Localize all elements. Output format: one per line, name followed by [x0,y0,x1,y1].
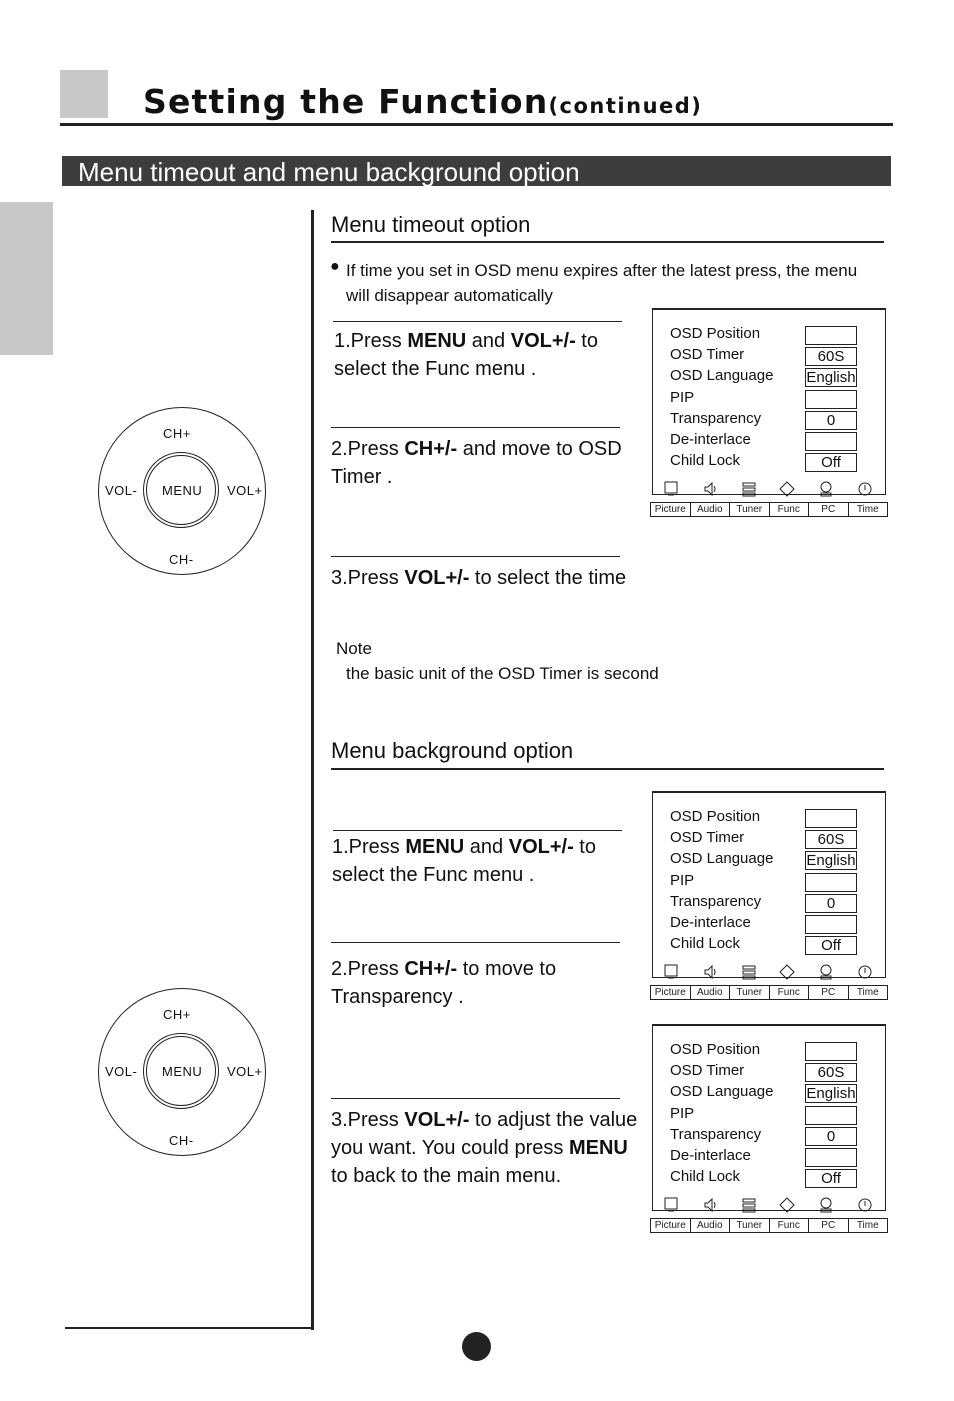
step-rule [331,1098,620,1099]
osd-row-label: De-interlace [670,431,751,448]
osd-row-value: Off [805,936,857,955]
bullet-dot: ● [330,258,340,275]
ch-down-label: CH- [169,1133,194,1148]
background-step-1: 1.Press MENU and VOL+/- to select the Func menu . [332,836,596,886]
time-icon [845,963,884,985]
page-title-continued: (continued) [548,94,703,118]
step-rule [331,942,620,943]
pc-icon [807,1196,846,1218]
section-bar [62,156,891,186]
osd-tab: Func [770,1219,810,1232]
osd-row-value [805,432,857,451]
osd-row-value [805,873,857,892]
osd-row-value: 60S [805,1063,857,1082]
ch-up-label: CH+ [163,1007,191,1022]
osd-tab: Time [856,987,879,998]
func-icon [768,1196,807,1218]
remote-dial [98,988,266,1156]
page-title: Setting the Function(continued) [143,82,703,121]
osd-screen [650,791,888,1003]
note-text: the basic unit of the OSD Timer is second [346,664,659,683]
osd-row-value: English [806,1085,856,1103]
osd-row-label: OSD Position [670,1041,761,1058]
osd-tab: Picture [651,503,691,516]
osd-row-value: 60S [805,347,857,366]
bottom-rule [65,1327,314,1329]
osd-row-value [805,326,857,345]
osd-screen [650,1024,888,1236]
step-rule [331,427,620,428]
pc-icon [807,963,846,985]
step-rule [331,556,620,557]
header-rule [60,123,893,126]
osd-row-label: De-interlace [670,1147,751,1164]
timeout-step-3: 3.Press VOL+/- to select the time [331,567,627,589]
time-icon [845,1196,884,1218]
osd-tab: PC [809,1219,849,1232]
osd-tab: Audio [691,1219,731,1232]
osd-row-value: 0 [805,1127,857,1146]
osd-icon-strip [652,963,884,985]
osd-row-label: PIP [670,871,695,889]
timeout-step-2: 2.Press CH+/- and move to OSD Timer . [331,438,622,488]
osd-row-label: OSD Language [670,367,774,385]
picture-icon [652,480,691,502]
osd-row-value [805,390,857,409]
vol-up-label: VOL+ [227,483,263,498]
osd-row-label: PIP [670,388,695,406]
vol-up-label: VOL+ [227,1064,263,1079]
note-label: Note [336,639,372,658]
osd-row-label: Transparency [670,409,762,427]
osd-row-label: OSD Position [670,808,761,825]
osd-row-value: Off [805,453,857,472]
timeout-title: Menu timeout option [331,212,531,237]
timeout-title-rule [331,241,884,243]
osd-row-value [805,1042,857,1061]
step-rule [333,321,622,322]
section-title: Menu timeout and menu background option [78,157,580,187]
osd-row-label: Transparency [670,892,762,910]
ch-down-label: CH- [169,552,194,567]
osd-tab-bar [650,502,888,517]
osd-tab: PC [809,503,849,516]
tuner-icon [729,1196,768,1218]
tuner-icon [729,963,768,985]
osd-tab: Tuner [730,1219,770,1232]
osd-icon-strip [652,480,884,502]
audio-icon [691,963,730,985]
step-rule [333,830,622,831]
osd-row-label: PIP [670,1104,695,1122]
timeout-bullet-text: If time you set in OSD menu expires after the latest press, the menu will disappear automatically [346,261,858,305]
osd-tab: Picture [651,1219,691,1232]
background-title-rule [331,768,884,770]
time-icon [845,480,884,502]
vol-down-label: VOL- [105,483,138,498]
osd-tab: Tuner [730,503,770,516]
osd-tab: Func [770,986,810,999]
osd-tab-bar [650,985,888,1000]
picture-icon [652,1196,691,1218]
osd-tab: Tuner [730,986,770,999]
header-square [60,70,108,118]
osd-row-value: 0 [805,411,857,430]
osd-row-label: Child Lock [670,1168,741,1186]
osd-row-value: 0 [805,894,857,913]
pc-icon [807,480,846,502]
remote-dial [98,407,266,575]
menu-label: MENU [162,483,203,498]
osd-row-value: English [806,852,856,870]
background-step-3: 3.Press VOL+/- to adjust the value you want. You could press MENU to back to the main menu. [331,1109,638,1187]
func-icon [768,963,807,985]
osd-row-label: OSD Timer [670,829,745,847]
osd-icon-strip [652,1196,884,1218]
osd-row-value: 60S [805,830,857,849]
page-number-dot [462,1332,491,1361]
picture-icon [652,963,691,985]
osd-tab: Time [856,1220,879,1231]
osd-row-label: Child Lock [670,935,741,953]
timeout-step-1: 1.Press MENU and VOL+/- to select the Func menu . [334,330,598,380]
side-tab [0,202,53,355]
audio-icon [691,1196,730,1218]
osd-row-value: English [806,369,856,387]
background-title: Menu background option [331,738,574,763]
osd-tab: Time [856,504,879,515]
osd-tab: PC [809,986,849,999]
menu-label: MENU [162,1064,203,1079]
osd-screen [650,308,888,520]
osd-row-label: De-interlace [670,914,751,931]
osd-row-value [805,915,857,934]
osd-row-label: OSD Timer [670,1062,745,1080]
audio-icon [691,480,730,502]
background-step-2: 2.Press CH+/- to move to Transparency . [331,958,557,1008]
osd-row-value: Off [805,1169,857,1188]
osd-row-label: OSD Language [670,1083,774,1101]
osd-row-value [805,809,857,828]
osd-tab: Picture [651,986,691,999]
osd-row-label: OSD Position [670,325,761,342]
osd-row-label: Child Lock [670,452,741,470]
osd-tab-bar [650,1218,888,1233]
osd-tab: Audio [691,986,731,999]
osd-row-label: Transparency [670,1125,762,1143]
osd-row-label: OSD Timer [670,346,745,364]
osd-row-label: OSD Language [670,850,774,868]
column-divider [311,210,314,1330]
osd-tab: Func [770,503,810,516]
osd-tab: Audio [691,503,731,516]
func-icon [768,480,807,502]
osd-row-value [805,1148,857,1167]
ch-up-label: CH+ [163,426,191,441]
osd-row-value [805,1106,857,1125]
timeout-bullet [330,258,870,308]
vol-down-label: VOL- [105,1064,138,1079]
tuner-icon [729,480,768,502]
